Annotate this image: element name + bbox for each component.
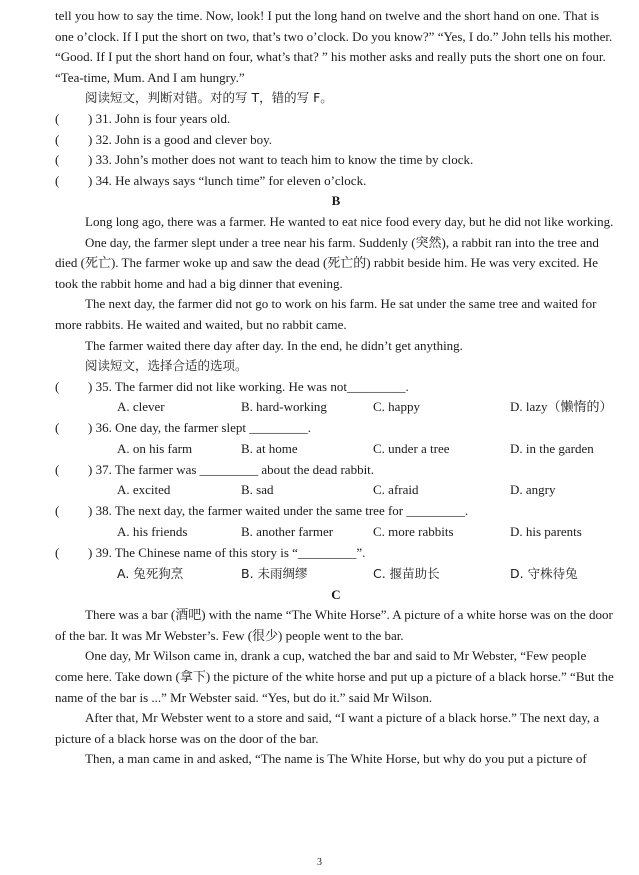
tf-question [55, 130, 617, 151]
mc-question-stem [55, 543, 617, 564]
question-text: ) 39. The Chinese name of this story is “_________”. [88, 545, 366, 561]
passage-b-paragraph: Long long ago, there was a farmer. He wanted to eat nice food every day, but he did not like working. [85, 213, 614, 229]
option-b: B. sad [241, 482, 274, 498]
answer-blank: ( [55, 461, 60, 477]
answer-blank: ( [55, 420, 60, 436]
option-b: B. hard-working [241, 399, 327, 415]
passage-c-paragraph: There was a bar (酒吧) with the name “The White Horse”. A picture of a white horse was on the door of the bar. It was Mr Webster’s. Few (很少) people went to the bar. [55, 607, 613, 643]
tf-question [55, 150, 617, 171]
passage-b-paragraph: One day, the farmer slept under a tree near his farm. Suddenly (突然), a rabbit ran into the tree and died (死亡). The farmer woke up and saw the dead (死亡的) rabbit beside him. He was very excited. He took the rabbit home and had a big dinner that evening. [55, 234, 599, 291]
question-text: ) 35. The farmer did not like working. He was not_________. [88, 378, 409, 394]
option-d: D. angry [510, 482, 556, 498]
option-d: D. lazy（懒惰的） [510, 399, 613, 415]
section-a-instruction: 阅读短文，判断对错。对的写 T，错的写 F。 [85, 90, 333, 106]
answer-blank: ( [55, 378, 60, 394]
mc-question [55, 418, 617, 460]
mc-question [55, 501, 617, 543]
option-d: D. in the garden [510, 440, 594, 456]
section-b-heading: B [331, 193, 341, 209]
option-a: A. excited [117, 482, 171, 498]
passage-c-paragraph: One day, Mr Wilson came in, drank a cup, watched the bar and said to Mr Webster, “Few people come here. Take down (拿下) the picture of the white horse and put up a picture of a black horse.” “But the name of the bar is ...” Mr Webster said. “Yes, but do it.” said Mr Wilson. [55, 648, 614, 705]
answer-blank: ( [55, 172, 60, 188]
tf-question [55, 171, 617, 192]
mc-question-stem [55, 460, 617, 481]
option-b: B. 未雨绸缪 [241, 565, 308, 581]
option-a: A. 兔死狗烹 [117, 565, 184, 581]
option-a: A. his friends [117, 524, 188, 540]
passage-c-paragraph: After that, Mr Webster went to a store and said, “I want a picture of a black horse.” The next day, a picture of a black horse was on the door of the bar. [55, 710, 600, 746]
question-text: ) 34. He always says “lunch time” for eleven o’clock. [88, 172, 367, 188]
passage-b-paragraph: The next day, the farmer did not go to work on his farm. He sat under the same tree and waited for more rabbits. He waited and waited, but no rabbit came. [55, 296, 597, 332]
page-content [55, 6, 617, 770]
option-row [55, 480, 617, 501]
tf-question-list [55, 109, 617, 191]
question-text: ) 36. One day, the farmer slept _________. [88, 420, 311, 436]
option-c: C. happy [373, 399, 420, 415]
mc-question [55, 377, 617, 419]
option-c: C. afraid [373, 482, 419, 498]
mc-question [55, 543, 617, 585]
question-text: ) 32. John is a good and clever boy. [88, 131, 273, 147]
passage-b-paragraph: The farmer waited there day after day. In the end, he didn’t get anything. [85, 337, 463, 353]
question-text: ) 37. The farmer was _________ about the dead rabbit. [88, 461, 375, 477]
option-row [55, 564, 617, 585]
mc-question-stem [55, 501, 617, 522]
option-c: C. 揠苗助长 [373, 565, 440, 581]
option-d: D. 守株待兔 [510, 565, 578, 581]
option-d: D. his parents [510, 524, 582, 540]
option-b: B. at home [241, 440, 298, 456]
mc-question [55, 460, 617, 502]
option-a: A. clever [117, 399, 165, 415]
passage-c-paragraph: Then, a man came in and asked, “The name is The White Horse, but why do you put a picture of [85, 751, 587, 767]
option-c: C. under a tree [373, 440, 450, 456]
answer-blank: ( [55, 152, 60, 168]
answer-blank: ( [55, 131, 60, 147]
section-b-instruction: 阅读短文，选择合适的选项。 [85, 358, 248, 374]
option-b: B. another farmer [241, 524, 334, 540]
question-text: ) 33. John’s mother does not want to teach him to know the time by clock. [88, 152, 474, 168]
option-a: A. on his farm [117, 440, 193, 456]
question-text: ) 31. John is four years old. [88, 110, 231, 126]
option-c: C. more rabbits [373, 524, 454, 540]
answer-blank: ( [55, 503, 60, 519]
question-text: ) 38. The next day, the farmer waited under the same tree for _________. [88, 503, 469, 519]
option-row [55, 522, 617, 543]
mc-question-stem [55, 418, 617, 439]
answer-blank: ( [55, 545, 60, 561]
tf-question [55, 109, 617, 130]
page-number: 3 [317, 857, 322, 868]
option-row [55, 397, 617, 418]
intro-paragraph: tell you how to say the time. Now, look! I put the long hand on twelve and the short hand on one. That is one o’clock. If I put the short on two, that’s two o’clock. Do you know?” “Yes, I do.” John tells his mother. “Good. If I put the short hand on four, what’s that? ” his mother asks and really puts the short one on four. “Tea-time, Mum. And I am hungry.” [55, 8, 613, 85]
mc-question-stem [55, 377, 617, 398]
section-c-heading: C [331, 586, 341, 602]
option-row [55, 439, 617, 460]
answer-blank: ( [55, 110, 60, 126]
mc-question-list [55, 377, 617, 585]
